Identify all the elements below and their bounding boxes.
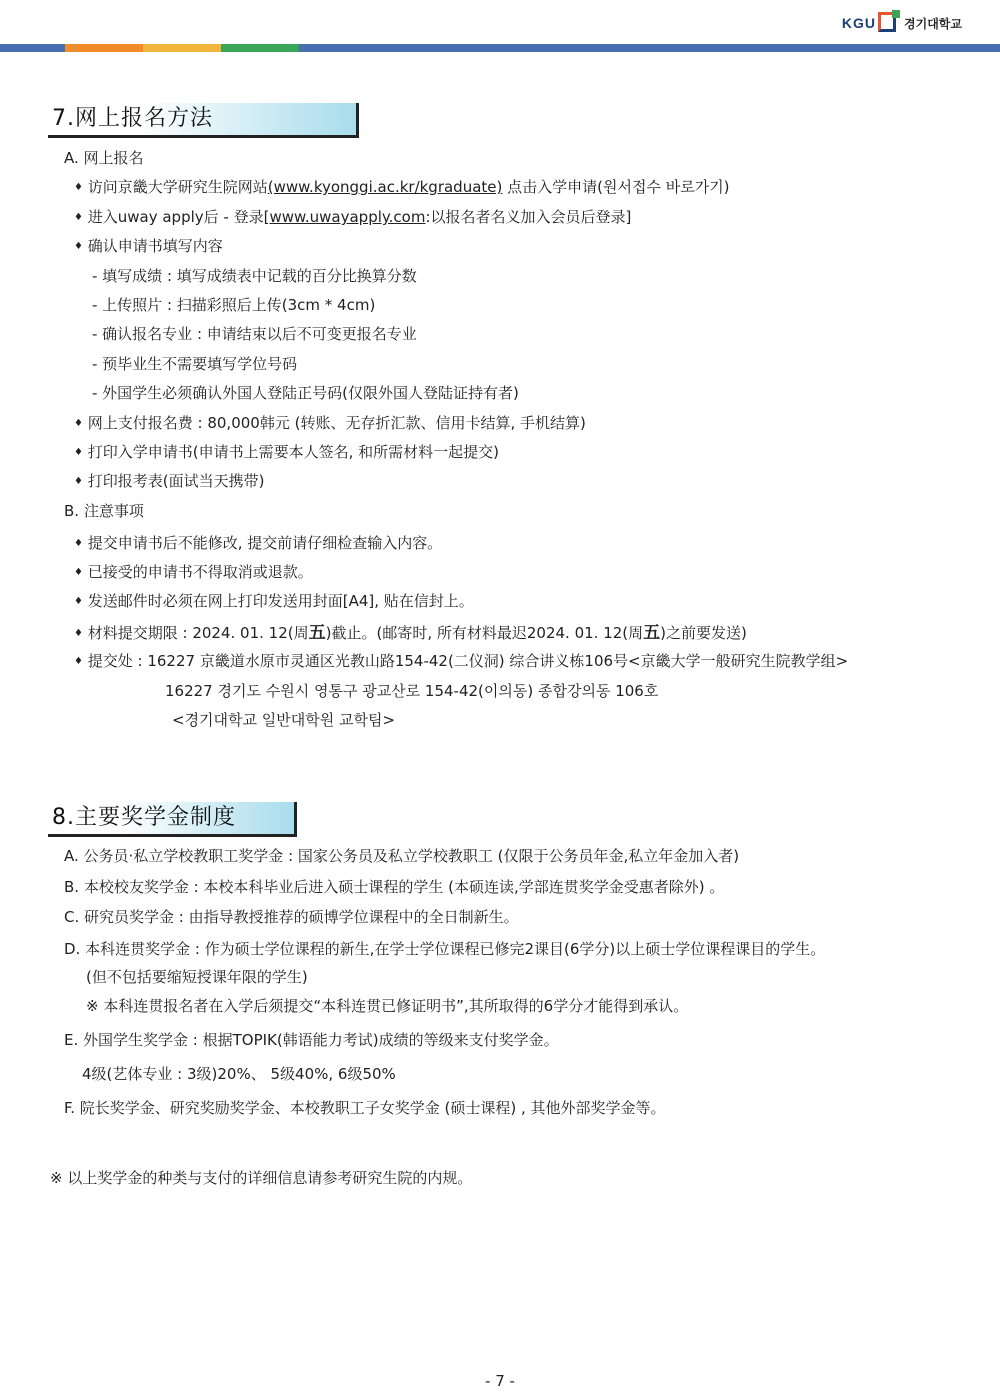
diamond-bullet-icon: ♦ xyxy=(74,656,83,667)
diamond-bullet-icon: ♦ xyxy=(74,418,83,429)
sub-item-photo: - 上传照片 : 扫描彩照后上传(3cm * 4cm) xyxy=(92,296,376,314)
sub-item-grades: - 填写成绩 : 填写成绩表中记载的百分比换算分数 xyxy=(92,267,417,285)
scholarship-e: E. 外国学生奖学金 : 根据TOPIK(韩语能力考试)成绩的等级来支付奖学金。 xyxy=(64,1031,559,1049)
bar-segment xyxy=(65,44,143,52)
subsection-heading-a: A. 网上报名 xyxy=(64,149,144,167)
scholarship-b: B. 本校校友奖学金 : 本校本科毕业后进入硕士课程的学生 (本硕连读,学部连贯奖学金受惠者除外) 。 xyxy=(64,878,725,896)
note-item-2: ♦ 已接受的申请书不得取消或退款。 xyxy=(74,563,313,581)
diamond-bullet-icon: ♦ xyxy=(74,182,83,193)
bar-segment xyxy=(221,44,299,52)
note-item-3: ♦ 发送邮件时必须在网上打印发送用封面[A4], 贴在信封上。 xyxy=(74,592,474,610)
scholarship-a: A. 公务员·私立学校教职工奖学金 : 国家公务员及私立学校教职工 (仅限于公务员年金,私立年金加入者) xyxy=(64,847,740,865)
diamond-bullet-icon: ♦ xyxy=(74,538,83,549)
sub-item-graduates: - 预毕业生不需要填写学位号码 xyxy=(92,355,298,373)
note-item-1: ♦ 提交申请书后不能修改, 提交前请仔细检查输入内容。 xyxy=(74,534,443,552)
logo-mark-icon xyxy=(878,10,900,36)
bar-segment xyxy=(143,44,221,52)
note-item-deadline: ♦ 材料提交期限 : 2024. 01. 12(周五)截止。(邮寄时, 所有材料最迟2024. 01. 12(周五)之前要发送) xyxy=(74,623,747,643)
diamond-bullet-icon: ♦ xyxy=(74,628,83,639)
diamond-bullet-icon: ♦ xyxy=(74,212,83,223)
diamond-bullet-icon: ♦ xyxy=(74,596,83,607)
list-item-confirm: ♦ 确认申请书填写内容 xyxy=(74,237,223,255)
section-title-7: 7.网上报名方法 xyxy=(48,103,359,138)
section-title-8: 8.主要奖学金制度 xyxy=(48,802,297,837)
uwayapply-link[interactable]: www.uwayapply.com xyxy=(269,208,426,226)
diamond-bullet-icon: ♦ xyxy=(74,567,83,578)
logo-text: KGU xyxy=(841,15,877,31)
list-item-print-application: ♦ 打印入学申请书(申请书上需要本人签名, 和所需材料一起提交) xyxy=(74,443,499,461)
note-item-address: ♦ 提交处 : 16227 京畿道水原市灵通区光教山路154-42(二仪洞) 综合讲义栋106号<京畿大学一般研究生院教学组> xyxy=(74,652,849,670)
bar-segment xyxy=(299,44,1000,52)
scholarship-d-note: (但不包括要缩短授课年限的学生) xyxy=(86,968,308,986)
scholarship-e-rates: 4级(艺体专业 : 3级)20%、 5级40%, 6级50% xyxy=(82,1065,396,1083)
diamond-bullet-icon: ♦ xyxy=(74,476,83,487)
address-korean: 16227 경기도 수원시 영통구 광교산로 154-42(이의동) 종합강의동 106호 xyxy=(165,682,659,700)
subsection-heading-b: B. 注意事项 xyxy=(64,502,144,520)
page-number: - 7 - xyxy=(485,1372,515,1390)
school-name: 경기대학교 xyxy=(904,16,962,31)
kgu-logo xyxy=(842,8,962,38)
sub-item-major: - 确认报名专业 : 申请结束以后不可变更报名专业 xyxy=(92,325,417,343)
diamond-bullet-icon: ♦ xyxy=(74,241,83,252)
bar-segment xyxy=(0,44,65,52)
scholarship-c: C. 研究员奖学金 : 由指导教授推荐的硕博学位课程中的全日制新生。 xyxy=(64,908,519,926)
footnote: ※ 以上奖学金的种类与支付的详细信息请参考研究生院的内规。 xyxy=(50,1169,473,1187)
address-office-korean: <경기대학교 일반대학원 교학팀> xyxy=(172,711,396,729)
kgraduate-link[interactable]: (www.kyonggi.ac.kr/kgraduate) xyxy=(267,178,503,196)
list-item-pay: ♦ 网上支付报名费 : 80,000韩元 (转账、无存折汇款、信用卡结算, 手机结算) xyxy=(74,414,586,432)
header-color-bar xyxy=(0,44,1000,52)
scholarship-d-remark: ※ 本科连贯报名者在入学后须提交“本科连贯已修证明书”,其所取得的6学分才能得到承认。 xyxy=(86,997,689,1015)
list-item-print-exam: ♦ 打印报考表(面试当天携带) xyxy=(74,472,265,490)
diamond-bullet-icon: ♦ xyxy=(74,447,83,458)
sub-item-foreign: - 外国学生必须确认外国人登陆正号码(仅限外国人登陆证持有者) xyxy=(92,384,519,402)
scholarship-f: F. 院长奖学金、研究奖励奖学金、本校教职工子女奖学金 (硕士课程) , 其他外部奖学金等。 xyxy=(64,1099,666,1117)
list-item-uway: ♦ 进入uway apply后 - 登录[www.uwayapply.com:以报名者名义加入会员后登录] xyxy=(74,208,632,226)
scholarship-d: D. 本科连贯奖学金 : 作为硕士学位课程的新生,在学士学位课程已修完2课目(6学分)以上硕士学位课程课目的学生。 xyxy=(64,940,826,958)
list-item-visit: ♦ 访问京畿大学研究生院网站(www.kyonggi.ac.kr/kgraduate) 点击入学申请(원서접수 바로가기) xyxy=(74,178,730,196)
